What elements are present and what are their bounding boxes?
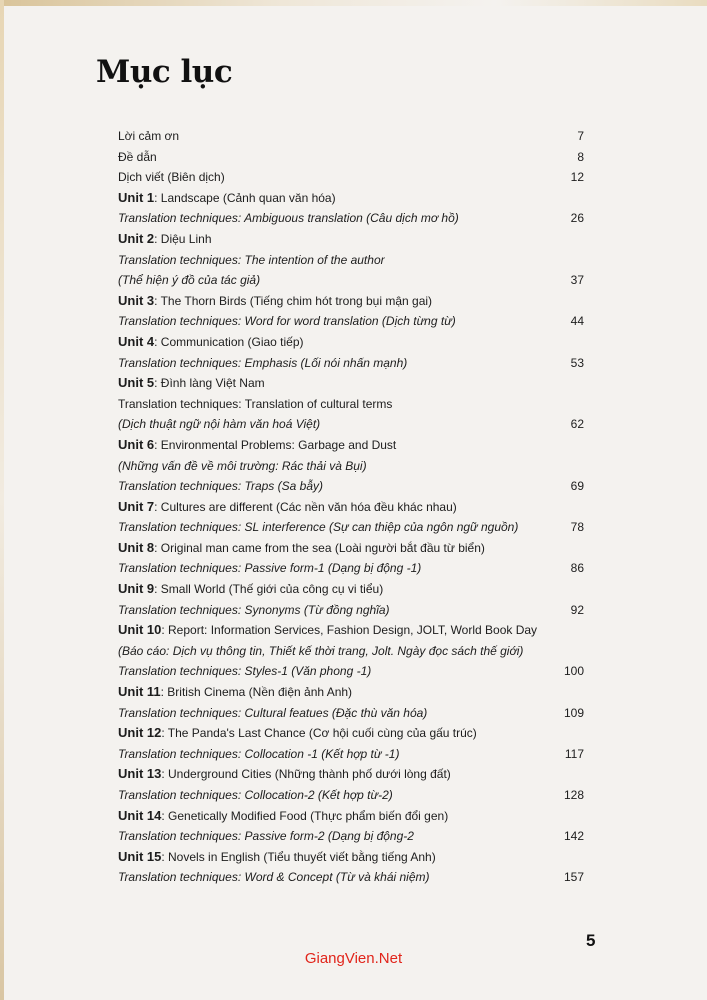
unit-label: Unit 10 xyxy=(118,622,162,638)
toc-entry-line xyxy=(118,847,542,868)
toc-entry-text: Dịch viết (Biên dịch) xyxy=(118,170,225,185)
page-title: Mục lục xyxy=(96,54,233,90)
toc-page-number: 128 xyxy=(563,788,584,802)
toc-entry-text: : Original man came from the sea (Loài người bắt đầu từ biển) xyxy=(154,540,485,555)
unit-label: Unit 11 xyxy=(118,684,161,700)
toc-entry-line xyxy=(118,435,542,456)
toc-entry-line xyxy=(118,785,542,806)
toc-entry-line xyxy=(118,579,542,600)
toc-entry-line xyxy=(118,620,542,641)
toc-entry xyxy=(118,229,584,291)
toc-entry-text: Translation techniques: Passive form-2 (Dạng bị động-2 xyxy=(118,829,414,844)
toc-entry-line xyxy=(118,826,542,847)
toc-entry xyxy=(118,435,584,497)
toc-entry-text: : Diệu Linh xyxy=(154,231,212,246)
toc-entry-text: Translation techniques: SL interference (Sự can thiệp của ngôn ngữ nguồn) xyxy=(118,520,519,535)
toc-page-number: 86 xyxy=(570,561,584,576)
unit-label: Unit 3 xyxy=(118,292,155,308)
toc-entry-line xyxy=(118,806,542,827)
toc-entry-line xyxy=(118,394,542,415)
toc-entry xyxy=(118,764,584,805)
toc-entry xyxy=(118,126,584,147)
toc-entry-text: (Dịch thuật ngữ nội hàm văn hoá Việt) xyxy=(118,417,321,432)
toc-entry-line xyxy=(118,661,542,682)
unit-label: Unit 13 xyxy=(118,766,162,782)
toc-entry-text: Translation techniques: Ambiguous translation (Câu dịch mơ hồ) xyxy=(118,211,459,226)
toc-entry-line xyxy=(118,703,542,724)
unit-label: Unit 8 xyxy=(118,539,155,555)
toc-entry-text: : Novels in English (Tiểu thuyết viết bằng tiếng Anh) xyxy=(161,849,436,864)
toc-entry xyxy=(118,291,584,332)
toc-page-number: 7 xyxy=(577,129,584,143)
toc-entry-text: : Small World (Thế giới của công cụ vi tiểu) xyxy=(154,582,384,597)
toc-entry-line xyxy=(118,517,542,538)
toc-page-number: 92 xyxy=(570,602,584,617)
toc-entry-text: Translation techniques: Collocation-2 (Kết hợp từ-2) xyxy=(118,788,393,802)
unit-label: Unit 9 xyxy=(118,581,155,597)
toc-entry-line xyxy=(118,764,542,785)
toc-entry-line xyxy=(118,188,542,209)
toc-entry-line xyxy=(118,332,542,353)
unit-label: Unit 7 xyxy=(118,498,155,514)
toc-entry-text: (Báo cáo: Dịch vụ thông tin, Thiết kế thời trang, Jolt. Ngày đọc sách thế giới) xyxy=(118,643,524,658)
toc-page-number: 12 xyxy=(570,170,584,185)
toc-entry xyxy=(118,579,584,620)
toc-entry-line xyxy=(118,250,542,271)
toc-page-number: 78 xyxy=(570,520,584,535)
toc-entry-line xyxy=(118,126,542,147)
toc-entry-line xyxy=(118,867,542,888)
toc-entry-text: Lời cảm ơn xyxy=(118,129,180,143)
unit-label: Unit 12 xyxy=(118,725,162,741)
toc-entry-text: Translation techniques: Word for word translation (Dịch từng từ) xyxy=(118,314,456,329)
toc-entry-line xyxy=(118,229,542,250)
page-edge-top xyxy=(0,0,707,6)
toc-page-number: 44 xyxy=(570,314,584,329)
unit-label: Unit 14 xyxy=(118,807,162,823)
toc-page-number: 26 xyxy=(570,211,584,226)
toc-entry-text: Translation techniques: Collocation -1 (Kết hợp từ -1) xyxy=(118,746,400,761)
toc-page-number: 37 xyxy=(570,273,584,288)
watermark-text: GiangVien.Net xyxy=(304,950,403,967)
toc-entry xyxy=(118,167,584,188)
toc-entry-text: : Cultures are different (Các nền văn hóa đều khác nhau) xyxy=(154,499,457,514)
toc-entry xyxy=(118,806,584,847)
toc-entry-text: Translation techniques: Synonyms (Từ đồng nghĩa) xyxy=(118,602,390,617)
toc-entry-line xyxy=(118,600,542,621)
toc-entry-line xyxy=(118,723,542,744)
unit-label: Unit 5 xyxy=(118,375,155,391)
toc-entry xyxy=(118,723,584,764)
toc-page-number: 142 xyxy=(563,829,584,844)
toc-entry-line xyxy=(118,538,542,559)
toc-entry-line xyxy=(118,167,542,188)
toc-page-number: 53 xyxy=(570,355,584,370)
toc-entry-text: Translation techniques: Translation of cultural terms xyxy=(118,396,393,411)
toc-entry-text: : British Cinema (Nền điện ảnh Anh) xyxy=(160,685,353,700)
toc-entry-text: Translation techniques: The intention of the author xyxy=(118,252,385,267)
toc-entry-line xyxy=(118,373,542,394)
toc-entry-text: Translation techniques: Emphasis (Lối nói nhấn mạnh) xyxy=(118,355,408,370)
unit-label: Unit 2 xyxy=(118,230,155,246)
toc-entry xyxy=(118,373,584,435)
toc-entry-text: Translation techniques: Word & Concept (Từ và khái niệm) xyxy=(118,870,430,885)
toc-entry xyxy=(118,538,584,579)
page-edge-left xyxy=(0,0,4,1000)
toc-entry-text: Translation techniques: Passive form-1 (Dạng bị động -1) xyxy=(118,561,422,576)
toc-page-number: 8 xyxy=(577,149,584,164)
toc-page-number: 100 xyxy=(563,664,584,679)
toc-entry-text: (Thể hiện ý đồ của tác giả) xyxy=(118,273,261,288)
toc-entry-line xyxy=(118,641,542,662)
toc-entry-text: (Những vấn đề về môi trường: Rác thải và Bụi) xyxy=(118,458,367,473)
toc-entry-line xyxy=(118,476,542,497)
toc-page-number: 69 xyxy=(570,479,584,494)
toc-entry-line xyxy=(118,558,542,579)
toc-entry-text: Translation techniques: Styles-1 (Văn phong -1) xyxy=(118,664,372,679)
toc-entry-line xyxy=(118,353,542,374)
unit-label: Unit 15 xyxy=(118,848,162,864)
toc-entry-text: : The Panda's Last Chance (Cơ hội cuối cùng của gấu trúc) xyxy=(161,726,477,741)
toc-entry-text: : The Thorn Birds (Tiếng chim hót trong bụi mận gai) xyxy=(154,293,433,308)
toc-entry xyxy=(118,682,584,723)
toc-entry-line xyxy=(118,744,542,765)
toc-entry xyxy=(118,332,584,373)
toc-entry-text: Translation techniques: Cultural featues (Đặc thù văn hóa) xyxy=(118,705,428,720)
toc-entry-text: Translation techniques: Traps (Sa bẫy) xyxy=(118,479,323,494)
toc-entry-line xyxy=(118,147,542,168)
toc-entry-text: : Report: Information Services, Fashion Design, JOLT, World Book Day xyxy=(161,623,538,638)
toc-page-number: 62 xyxy=(570,417,584,432)
toc-page-number: 109 xyxy=(563,705,584,720)
toc-entry-line xyxy=(118,497,542,518)
toc-entry-text: : Environmental Problems: Garbage and Dust xyxy=(154,437,397,452)
unit-label: Unit 6 xyxy=(118,436,155,452)
toc-entry-text: Đề dẫn xyxy=(118,149,157,164)
unit-label: Unit 1 xyxy=(118,189,155,205)
unit-label: Unit 4 xyxy=(118,333,155,349)
toc-entry xyxy=(118,147,584,168)
toc-entry-text: : Underground Cities (Những thành phố dưới lòng đất) xyxy=(161,767,451,782)
toc-entry xyxy=(118,620,584,682)
toc-entry-text: : Communication (Giao tiếp) xyxy=(154,334,304,349)
toc-entry-line xyxy=(118,270,542,291)
toc-entry-line xyxy=(118,456,542,477)
toc-entry-text: : Đình làng Việt Nam xyxy=(154,376,265,391)
toc-entry xyxy=(118,497,584,538)
toc-page-number: 157 xyxy=(563,870,584,885)
toc-entry-line xyxy=(118,291,542,312)
toc-page-number: 117 xyxy=(564,746,584,761)
toc-entry-text: : Landscape (Cảnh quan văn hóa) xyxy=(154,190,336,205)
table-of-contents xyxy=(118,126,584,888)
toc-entry-line xyxy=(118,208,542,229)
toc-entry xyxy=(118,188,584,229)
page-number: 5 xyxy=(586,931,596,950)
toc-entry-line xyxy=(118,682,542,703)
toc-entry-line xyxy=(118,311,542,332)
toc-entry xyxy=(118,847,584,888)
toc-entry-text: : Genetically Modified Food (Thực phẩm biến đổi gen) xyxy=(161,808,449,823)
toc-entry-line xyxy=(118,414,542,435)
